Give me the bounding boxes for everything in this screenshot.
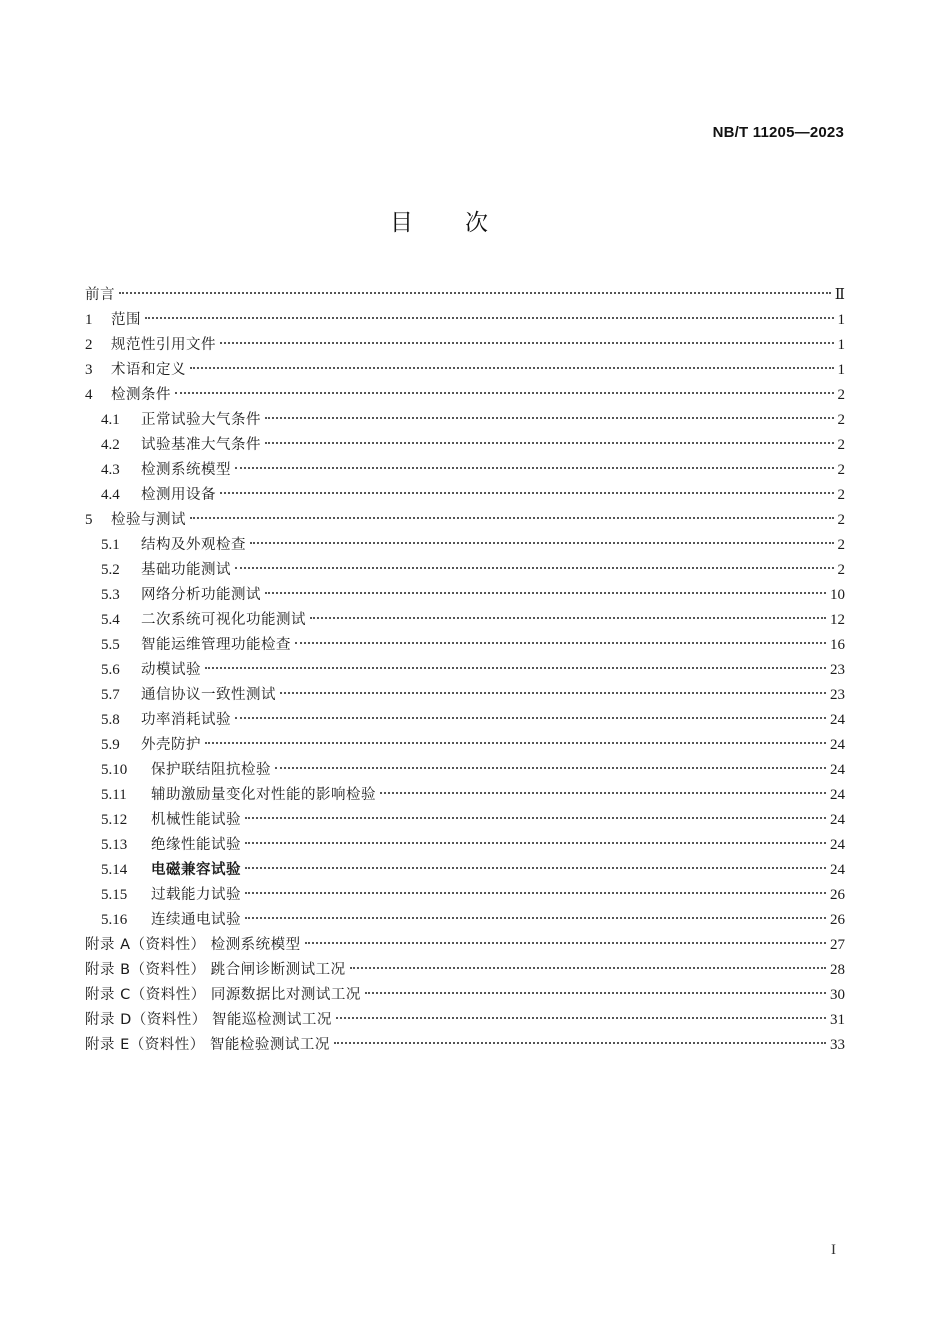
toc-entry-appendix-a[interactable] (85, 933, 845, 958)
dot-leader (145, 317, 834, 319)
toc-entry-page: 33 (830, 1037, 845, 1053)
toc-entry-label: 附录 B（资料性） 跳合闸诊断测试工况 (85, 962, 346, 978)
toc-entry-label: 结构及外观检查 (141, 537, 246, 553)
toc-entry-label: 绝缘性能试验 (151, 837, 241, 853)
toc-entry-number: 4 (85, 387, 93, 403)
toc-entry-number: 5.3 (101, 587, 120, 603)
dot-leader (235, 467, 834, 469)
toc-entry-label: 附录 E（资料性） 智能检验测试工况 (85, 1037, 330, 1053)
toc-entry-5-2[interactable] (85, 558, 845, 583)
toc-entry-label: 附录 C（资料性） 同源数据比对测试工况 (85, 987, 361, 1003)
toc-entry-label: 智能运维管理功能检查 (141, 637, 291, 653)
toc-entry-page: 16 (830, 637, 845, 653)
toc-entry-5-15[interactable] (85, 883, 845, 908)
dot-leader (205, 742, 826, 744)
toc-entry-number: 2 (85, 337, 93, 353)
dot-leader (275, 767, 826, 769)
toc-entry-page: 24 (830, 837, 845, 853)
dot-leader (305, 942, 826, 944)
toc-entry-page: 2 (837, 412, 845, 428)
dot-leader (220, 342, 834, 344)
toc-entry-number: 4.4 (101, 487, 120, 503)
toc-entry-page: 24 (830, 862, 845, 878)
toc-entry-number: 5.1 (101, 537, 120, 553)
toc-entry-5-4[interactable] (85, 608, 845, 633)
toc-entry-page: 27 (830, 937, 845, 953)
standard-code: NB/T 11205—2023 (712, 124, 844, 141)
toc-entry-4-4[interactable] (85, 483, 845, 508)
toc-entry-appendix-d[interactable] (85, 1008, 845, 1033)
toc-entry-label: 术语和定义 (111, 362, 186, 378)
toc-entry-number: 5.12 (101, 812, 128, 828)
dot-leader (220, 492, 834, 494)
toc-entry-5-14[interactable] (85, 858, 845, 883)
page-title: 目次 (390, 210, 540, 236)
dot-leader (245, 917, 826, 919)
toc-entry-4-2[interactable] (85, 433, 845, 458)
toc-entry-page: 2 (837, 487, 845, 503)
toc-entry-3[interactable] (85, 358, 845, 383)
toc-entry-page: 28 (830, 962, 845, 978)
toc-entry-page: 1 (837, 337, 845, 353)
dot-leader (205, 667, 826, 669)
toc-entry-5-6[interactable] (85, 658, 845, 683)
toc-entry-number: 5.2 (101, 562, 120, 578)
toc-entry-page: 12 (830, 612, 845, 628)
toc-entry-5-9[interactable] (85, 733, 845, 758)
dot-leader (350, 967, 826, 969)
toc-entry-page: 2 (837, 462, 845, 478)
toc-entry-5-13[interactable] (85, 833, 845, 858)
toc-entry-label: 通信协议一致性测试 (141, 687, 276, 703)
toc-entry-page: 24 (830, 762, 845, 778)
toc-entry-page: 26 (830, 912, 845, 928)
toc-entry-page: 2 (837, 512, 845, 528)
page-number: I (831, 1242, 836, 1258)
toc-entry-5-12[interactable] (85, 808, 845, 833)
toc-entry-number: 3 (85, 362, 93, 378)
toc-entry-5-1[interactable] (85, 533, 845, 558)
toc-entry-label: 附录 A（资料性） 检测系统模型 (85, 937, 301, 953)
toc-entry-label: 规范性引用文件 (111, 337, 216, 353)
toc-entry-page: 26 (830, 887, 845, 903)
toc-entry-page: 23 (830, 662, 845, 678)
toc-entry-label: 网络分析功能测试 (141, 587, 261, 603)
toc-entry-page: 1 (837, 312, 845, 328)
toc-entry-number: 5.11 (101, 787, 127, 803)
dot-leader (334, 1042, 826, 1044)
toc-entry-label: 试验基准大气条件 (141, 437, 261, 453)
toc-entry-label: 动模试验 (141, 662, 201, 678)
toc-entry-number: 5.8 (101, 712, 120, 728)
dot-leader (280, 692, 826, 694)
toc-entry-number: 5.6 (101, 662, 120, 678)
toc-entry-appendix-e[interactable] (85, 1033, 845, 1058)
toc-entry-5-16[interactable] (85, 908, 845, 933)
toc-entry-page: 1 (837, 362, 845, 378)
toc-entry-label: 外壳防护 (141, 737, 201, 753)
toc-entry-page: 2 (837, 387, 845, 403)
toc-entry-4[interactable] (85, 383, 845, 408)
dot-leader (119, 292, 831, 294)
toc-entry-2[interactable] (85, 333, 845, 358)
toc-entry-page: 24 (830, 812, 845, 828)
toc-entry-appendix-b[interactable] (85, 958, 845, 983)
dot-leader (175, 392, 834, 394)
toc-entry-5-11[interactable] (85, 783, 845, 808)
dot-leader (190, 367, 834, 369)
table-of-contents (85, 283, 845, 1058)
toc-entry-page: 24 (830, 787, 845, 803)
toc-entry-1[interactable] (85, 308, 845, 333)
toc-entry-number: 5.4 (101, 612, 120, 628)
dot-leader (295, 642, 826, 644)
toc-entry-number: 5.5 (101, 637, 120, 653)
toc-entry-5-10[interactable] (85, 758, 845, 783)
toc-entry-label: 检测系统模型 (141, 462, 231, 478)
toc-entry-label: 检测用设备 (141, 487, 216, 503)
toc-entry-5[interactable] (85, 508, 845, 533)
dot-leader (336, 1017, 826, 1019)
dot-leader (235, 567, 834, 569)
dot-leader (245, 867, 826, 869)
toc-entry-number: 4.2 (101, 437, 120, 453)
toc-entry-page: 10 (830, 587, 845, 603)
dot-leader (380, 792, 826, 794)
toc-entry-label: 正常试验大气条件 (141, 412, 261, 428)
dot-leader (245, 892, 826, 894)
toc-entry-4-1[interactable] (85, 408, 845, 433)
toc-entry-page: 2 (837, 562, 845, 578)
toc-entry-page: 2 (837, 437, 845, 453)
toc-entry-number: 4.3 (101, 462, 120, 478)
dot-leader (265, 417, 834, 419)
toc-entry-number: 5.10 (101, 762, 128, 778)
toc-entry-number: 5.16 (101, 912, 128, 928)
toc-entry-foreword[interactable] (85, 283, 845, 308)
toc-entry-appendix-c[interactable] (85, 983, 845, 1008)
toc-entry-label: 连续通电试验 (151, 912, 241, 928)
toc-entry-number: 5.15 (101, 887, 128, 903)
toc-entry-label: 附录 D（资料性） 智能巡检测试工况 (85, 1012, 332, 1028)
toc-entry-number: 5.9 (101, 737, 120, 753)
toc-entry-page: Ⅱ (834, 287, 845, 303)
dot-leader (310, 617, 826, 619)
toc-entry-page: 24 (830, 737, 845, 753)
toc-entry-label: 基础功能测试 (141, 562, 231, 578)
toc-entry-label: 检测条件 (111, 387, 171, 403)
toc-entry-5-8[interactable] (85, 708, 845, 733)
toc-entry-page: 31 (830, 1012, 845, 1028)
dot-leader (235, 717, 826, 719)
toc-entry-page: 30 (830, 987, 845, 1003)
toc-entry-number: 4.1 (101, 412, 120, 428)
dot-leader (190, 517, 834, 519)
dot-leader (245, 842, 826, 844)
toc-entry-label: 保护联结阻抗检验 (151, 762, 271, 778)
toc-entry-number: 5.7 (101, 687, 120, 703)
toc-entry-label: 机械性能试验 (151, 812, 241, 828)
toc-entry-label: 检验与测试 (111, 512, 186, 528)
toc-entry-number: 1 (85, 312, 93, 328)
toc-entry-label: 功率消耗试验 (141, 712, 231, 728)
toc-entry-number: 5 (85, 512, 93, 528)
toc-entry-label: 范围 (111, 312, 141, 328)
toc-entry-page: 24 (830, 712, 845, 728)
dot-leader (265, 592, 826, 594)
toc-entry-label: 前言 (85, 287, 115, 303)
toc-entry-number: 5.13 (101, 837, 128, 853)
toc-entry-number: 5.14 (101, 862, 128, 878)
toc-entry-5-7[interactable] (85, 683, 845, 708)
dot-leader (365, 992, 826, 994)
toc-entry-label: 过载能力试验 (151, 887, 241, 903)
dot-leader (265, 442, 834, 444)
toc-entry-label: 二次系统可视化功能测试 (141, 612, 306, 628)
toc-entry-5-5[interactable] (85, 633, 845, 658)
toc-entry-5-3[interactable] (85, 583, 845, 608)
toc-entry-page: 23 (830, 687, 845, 703)
toc-entry-label: 电磁兼容试验 (151, 862, 241, 878)
dot-leader (245, 817, 826, 819)
toc-entry-label: 辅助激励量变化对性能的影响检验 (151, 787, 376, 803)
toc-entry-page: 2 (837, 537, 845, 553)
dot-leader (250, 542, 834, 544)
toc-entry-4-3[interactable] (85, 458, 845, 483)
